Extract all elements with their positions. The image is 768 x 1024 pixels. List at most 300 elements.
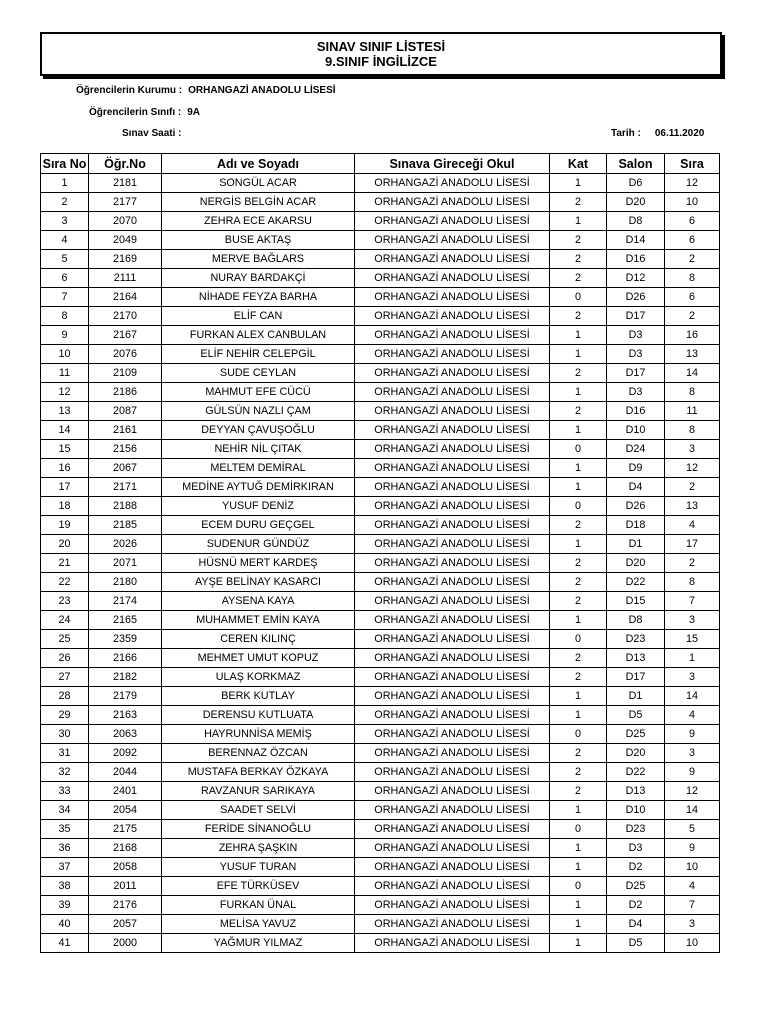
ogr-no-cell: 2176 (89, 896, 162, 915)
name-cell: SAADET SELVİ (162, 801, 355, 820)
room-cell: D3 (607, 326, 665, 345)
room-cell: D22 (607, 573, 665, 592)
ogr-no-cell: 2109 (89, 364, 162, 383)
school-cell: ORHANGAZİ ANADOLU LİSESİ (355, 440, 550, 459)
table-row (41, 611, 720, 630)
name-cell: ZEHRA ECE AKARSU (162, 212, 355, 231)
school-cell: ORHANGAZİ ANADOLU LİSESİ (355, 649, 550, 668)
name-cell: ELİF NEHİR CELEPGİL (162, 345, 355, 364)
floor-cell: 0 (550, 725, 607, 744)
floor-cell: 2 (550, 763, 607, 782)
seat-cell: 11 (665, 402, 720, 421)
room-cell: D13 (607, 782, 665, 801)
table-row (41, 307, 720, 326)
school-cell: ORHANGAZİ ANADOLU LİSESİ (355, 896, 550, 915)
table-row (41, 193, 720, 212)
sira-no-cell: 34 (41, 801, 89, 820)
floor-cell: 1 (550, 858, 607, 877)
name-cell: FURKAN ALEX CANBULAN (162, 326, 355, 345)
table-row (41, 820, 720, 839)
ogr-no-cell: 2044 (89, 763, 162, 782)
sira-no-cell: 41 (41, 934, 89, 953)
seat-cell: 12 (665, 459, 720, 478)
ogr-no-cell: 2161 (89, 421, 162, 440)
seat-cell: 8 (665, 383, 720, 402)
school-cell: ORHANGAZİ ANADOLU LİSESİ (355, 611, 550, 630)
floor-cell: 1 (550, 839, 607, 858)
name-cell: AYŞE BELİNAY KASARCI (162, 573, 355, 592)
seat-cell: 8 (665, 269, 720, 288)
name-cell: NEHİR NİL ÇITAK (162, 440, 355, 459)
floor-cell: 1 (550, 421, 607, 440)
name-cell: NİHADE FEYZA BARHA (162, 288, 355, 307)
name-cell: MERVE BAĞLARS (162, 250, 355, 269)
room-cell: D3 (607, 345, 665, 364)
sira-no-cell: 30 (41, 725, 89, 744)
school-cell: ORHANGAZİ ANADOLU LİSESİ (355, 174, 550, 193)
floor-cell: 2 (550, 573, 607, 592)
floor-cell: 2 (550, 592, 607, 611)
table-row (41, 402, 720, 421)
seat-cell: 8 (665, 573, 720, 592)
sira-no-cell: 9 (41, 326, 89, 345)
floor-cell: 2 (550, 269, 607, 288)
school-cell: ORHANGAZİ ANADOLU LİSESİ (355, 877, 550, 896)
seat-cell: 16 (665, 326, 720, 345)
floor-cell: 1 (550, 915, 607, 934)
school-cell: ORHANGAZİ ANADOLU LİSESİ (355, 269, 550, 288)
sira-no-cell: 7 (41, 288, 89, 307)
room-cell: D20 (607, 744, 665, 763)
table-row (41, 649, 720, 668)
school-cell: ORHANGAZİ ANADOLU LİSESİ (355, 820, 550, 839)
table-header-row (41, 154, 720, 174)
seat-cell: 4 (665, 516, 720, 535)
sira-no-cell: 8 (41, 307, 89, 326)
ogr-no-cell: 2049 (89, 231, 162, 250)
seat-cell: 3 (665, 668, 720, 687)
table-row (41, 174, 720, 193)
name-cell: MUHAMMET EMİN KAYA (162, 611, 355, 630)
sira-no-cell: 21 (41, 554, 89, 573)
name-cell: GÜLSÜN NAZLI ÇAM (162, 402, 355, 421)
institution-line (76, 85, 336, 96)
ogr-no-cell: 2167 (89, 326, 162, 345)
room-cell: D24 (607, 440, 665, 459)
room-cell: D23 (607, 630, 665, 649)
col-header-name: Adı ve Soyadı (162, 154, 355, 174)
name-cell: MAHMUT EFE CÜCÜ (162, 383, 355, 402)
sira-no-cell: 3 (41, 212, 89, 231)
floor-cell: 2 (550, 307, 607, 326)
table-row (41, 535, 720, 554)
floor-cell: 1 (550, 687, 607, 706)
table-row (41, 592, 720, 611)
floor-cell: 0 (550, 630, 607, 649)
school-cell: ORHANGAZİ ANADOLU LİSESİ (355, 763, 550, 782)
table-row (41, 383, 720, 402)
sira-no-cell: 10 (41, 345, 89, 364)
name-cell: MELİSA YAVUZ (162, 915, 355, 934)
floor-cell: 0 (550, 877, 607, 896)
col-header-room: Salon (607, 154, 665, 174)
table-row (41, 839, 720, 858)
room-cell: D23 (607, 820, 665, 839)
sira-no-cell: 36 (41, 839, 89, 858)
school-cell: ORHANGAZİ ANADOLU LİSESİ (355, 782, 550, 801)
date-line (611, 128, 704, 139)
school-cell: ORHANGAZİ ANADOLU LİSESİ (355, 839, 550, 858)
sira-no-cell: 39 (41, 896, 89, 915)
seat-cell: 2 (665, 554, 720, 573)
sira-no-cell: 18 (41, 497, 89, 516)
ogr-no-cell: 2163 (89, 706, 162, 725)
school-cell: ORHANGAZİ ANADOLU LİSESİ (355, 326, 550, 345)
floor-cell: 1 (550, 326, 607, 345)
table-row (41, 630, 720, 649)
room-cell: D25 (607, 725, 665, 744)
seat-cell: 8 (665, 421, 720, 440)
school-cell: ORHANGAZİ ANADOLU LİSESİ (355, 630, 550, 649)
school-cell: ORHANGAZİ ANADOLU LİSESİ (355, 801, 550, 820)
sira-no-cell: 31 (41, 744, 89, 763)
sira-no-cell: 35 (41, 820, 89, 839)
sira-no-cell: 2 (41, 193, 89, 212)
floor-cell: 0 (550, 820, 607, 839)
room-cell: D17 (607, 307, 665, 326)
ogr-no-cell: 2058 (89, 858, 162, 877)
ogr-no-cell: 2168 (89, 839, 162, 858)
sira-no-cell: 6 (41, 269, 89, 288)
ogr-no-cell: 2182 (89, 668, 162, 687)
floor-cell: 0 (550, 440, 607, 459)
room-cell: D3 (607, 839, 665, 858)
seat-cell: 9 (665, 839, 720, 858)
sira-no-cell: 29 (41, 706, 89, 725)
student-table (40, 153, 720, 953)
ogr-no-cell: 2185 (89, 516, 162, 535)
seat-cell: 17 (665, 535, 720, 554)
table-row (41, 934, 720, 953)
floor-cell: 2 (550, 402, 607, 421)
ogr-no-cell: 2171 (89, 478, 162, 497)
sira-no-cell: 11 (41, 364, 89, 383)
school-cell: ORHANGAZİ ANADOLU LİSESİ (355, 459, 550, 478)
room-cell: D9 (607, 459, 665, 478)
table-row (41, 915, 720, 934)
school-cell: ORHANGAZİ ANADOLU LİSESİ (355, 193, 550, 212)
col-header-ogr-no: Öğr.No (89, 154, 162, 174)
seat-cell: 4 (665, 877, 720, 896)
ogr-no-cell: 2087 (89, 402, 162, 421)
floor-cell: 2 (550, 250, 607, 269)
floor-cell: 1 (550, 896, 607, 915)
class-line (89, 107, 200, 118)
sira-no-cell: 33 (41, 782, 89, 801)
name-cell: HAYRUNNİSA MEMİŞ (162, 725, 355, 744)
name-cell: FURKAN ÜNAL (162, 896, 355, 915)
room-cell: D1 (607, 687, 665, 706)
room-cell: D12 (607, 269, 665, 288)
sira-no-cell: 22 (41, 573, 89, 592)
name-cell: ECEM DURU GEÇGEL (162, 516, 355, 535)
school-cell: ORHANGAZİ ANADOLU LİSESİ (355, 915, 550, 934)
floor-cell: 1 (550, 611, 607, 630)
school-cell: ORHANGAZİ ANADOLU LİSESİ (355, 212, 550, 231)
ogr-no-cell: 2177 (89, 193, 162, 212)
name-cell: HÜSNÜ MERT KARDEŞ (162, 554, 355, 573)
ogr-no-cell: 2165 (89, 611, 162, 630)
sira-no-cell: 25 (41, 630, 89, 649)
school-cell: ORHANGAZİ ANADOLU LİSESİ (355, 554, 550, 573)
school-cell: ORHANGAZİ ANADOLU LİSESİ (355, 744, 550, 763)
room-cell: D16 (607, 250, 665, 269)
school-cell: ORHANGAZİ ANADOLU LİSESİ (355, 706, 550, 725)
sira-no-cell: 32 (41, 763, 89, 782)
floor-cell: 1 (550, 212, 607, 231)
school-cell: ORHANGAZİ ANADOLU LİSESİ (355, 288, 550, 307)
date-label: Tarih : (611, 128, 641, 139)
floor-cell: 1 (550, 383, 607, 402)
name-cell: YUSUF DENİZ (162, 497, 355, 516)
ogr-no-cell: 2179 (89, 687, 162, 706)
table-row (41, 877, 720, 896)
col-header-seat: Sıra (665, 154, 720, 174)
school-cell: ORHANGAZİ ANADOLU LİSESİ (355, 478, 550, 497)
room-cell: D20 (607, 554, 665, 573)
sira-no-cell: 15 (41, 440, 89, 459)
seat-cell: 7 (665, 592, 720, 611)
room-cell: D4 (607, 478, 665, 497)
ogr-no-cell: 2186 (89, 383, 162, 402)
ogr-no-cell: 2174 (89, 592, 162, 611)
name-cell: RAVZANUR SARIKAYA (162, 782, 355, 801)
table-row (41, 497, 720, 516)
seat-cell: 14 (665, 687, 720, 706)
room-cell: D5 (607, 934, 665, 953)
floor-cell: 2 (550, 649, 607, 668)
table-row (41, 345, 720, 364)
room-cell: D20 (607, 193, 665, 212)
name-cell: BERK KUTLAY (162, 687, 355, 706)
school-cell: ORHANGAZİ ANADOLU LİSESİ (355, 402, 550, 421)
room-cell: D4 (607, 915, 665, 934)
school-cell: ORHANGAZİ ANADOLU LİSESİ (355, 307, 550, 326)
floor-cell: 0 (550, 288, 607, 307)
school-cell: ORHANGAZİ ANADOLU LİSESİ (355, 535, 550, 554)
table-row (41, 763, 720, 782)
seat-cell: 9 (665, 763, 720, 782)
table-row (41, 212, 720, 231)
floor-cell: 0 (550, 497, 607, 516)
seat-cell: 10 (665, 193, 720, 212)
floor-cell: 1 (550, 934, 607, 953)
seat-cell: 3 (665, 915, 720, 934)
seat-cell: 3 (665, 611, 720, 630)
floor-cell: 2 (550, 516, 607, 535)
seat-cell: 3 (665, 440, 720, 459)
school-cell: ORHANGAZİ ANADOLU LİSESİ (355, 668, 550, 687)
name-cell: SONGÜL ACAR (162, 174, 355, 193)
table-row (41, 516, 720, 535)
room-cell: D2 (607, 858, 665, 877)
name-cell: MEHMET UMUT KOPUZ (162, 649, 355, 668)
room-cell: D13 (607, 649, 665, 668)
sira-no-cell: 12 (41, 383, 89, 402)
ogr-no-cell: 2070 (89, 212, 162, 231)
name-cell: AYSENA KAYA (162, 592, 355, 611)
seat-cell: 4 (665, 706, 720, 725)
school-cell: ORHANGAZİ ANADOLU LİSESİ (355, 231, 550, 250)
ogr-no-cell: 2067 (89, 459, 162, 478)
school-cell: ORHANGAZİ ANADOLU LİSESİ (355, 573, 550, 592)
exam-time-label: Sınav Saati : (122, 128, 182, 139)
sira-no-cell: 1 (41, 174, 89, 193)
name-cell: SUDENUR GÜNDÜZ (162, 535, 355, 554)
document-subtitle: 9.SINIF İNGİLİZCE (325, 54, 437, 69)
table-row (41, 326, 720, 345)
sira-no-cell: 4 (41, 231, 89, 250)
floor-cell: 2 (550, 744, 607, 763)
table-row (41, 288, 720, 307)
room-cell: D10 (607, 801, 665, 820)
ogr-no-cell: 2071 (89, 554, 162, 573)
school-cell: ORHANGAZİ ANADOLU LİSESİ (355, 497, 550, 516)
seat-cell: 6 (665, 212, 720, 231)
ogr-no-cell: 2054 (89, 801, 162, 820)
ogr-no-cell: 2111 (89, 269, 162, 288)
sira-no-cell: 38 (41, 877, 89, 896)
seat-cell: 2 (665, 478, 720, 497)
ogr-no-cell: 2076 (89, 345, 162, 364)
room-cell: D16 (607, 402, 665, 421)
ogr-no-cell: 2092 (89, 744, 162, 763)
room-cell: D26 (607, 288, 665, 307)
school-cell: ORHANGAZİ ANADOLU LİSESİ (355, 858, 550, 877)
table-row (41, 782, 720, 801)
school-cell: ORHANGAZİ ANADOLU LİSESİ (355, 725, 550, 744)
school-cell: ORHANGAZİ ANADOLU LİSESİ (355, 364, 550, 383)
name-cell: BERENNAZ ÖZCAN (162, 744, 355, 763)
floor-cell: 2 (550, 782, 607, 801)
sira-no-cell: 20 (41, 535, 89, 554)
table-row (41, 744, 720, 763)
ogr-no-cell: 2175 (89, 820, 162, 839)
table-row (41, 364, 720, 383)
seat-cell: 5 (665, 820, 720, 839)
table-row (41, 725, 720, 744)
name-cell: CEREN KILINÇ (162, 630, 355, 649)
sira-no-cell: 5 (41, 250, 89, 269)
school-cell: ORHANGAZİ ANADOLU LİSESİ (355, 345, 550, 364)
room-cell: D25 (607, 877, 665, 896)
sira-no-cell: 14 (41, 421, 89, 440)
date-value: 06.11.2020 (654, 128, 705, 139)
table-row (41, 706, 720, 725)
table-row (41, 231, 720, 250)
floor-cell: 2 (550, 193, 607, 212)
name-cell: ULAŞ KORKMAZ (162, 668, 355, 687)
seat-cell: 6 (665, 231, 720, 250)
sira-no-cell: 19 (41, 516, 89, 535)
seat-cell: 10 (665, 858, 720, 877)
room-cell: D10 (607, 421, 665, 440)
seat-cell: 14 (665, 801, 720, 820)
school-cell: ORHANGAZİ ANADOLU LİSESİ (355, 687, 550, 706)
institution-value: ORHANGAZİ ANADOLU LİSESİ (188, 85, 336, 96)
seat-cell: 13 (665, 497, 720, 516)
room-cell: D17 (607, 668, 665, 687)
room-cell: D1 (607, 535, 665, 554)
table-row (41, 250, 720, 269)
name-cell: YAĞMUR YILMAZ (162, 934, 355, 953)
name-cell: NERGİS BELGİN ACAR (162, 193, 355, 212)
col-header-school: Sınava Gireceği Okul (355, 154, 550, 174)
room-cell: D15 (607, 592, 665, 611)
seat-cell: 12 (665, 174, 720, 193)
seat-cell: 2 (665, 307, 720, 326)
floor-cell: 1 (550, 706, 607, 725)
sira-no-cell: 27 (41, 668, 89, 687)
floor-cell: 1 (550, 345, 607, 364)
seat-cell: 12 (665, 782, 720, 801)
seat-cell: 13 (665, 345, 720, 364)
ogr-no-cell: 2011 (89, 877, 162, 896)
room-cell: D14 (607, 231, 665, 250)
seat-cell: 14 (665, 364, 720, 383)
seat-cell: 6 (665, 288, 720, 307)
ogr-no-cell: 2166 (89, 649, 162, 668)
room-cell: D8 (607, 611, 665, 630)
sira-no-cell: 26 (41, 649, 89, 668)
school-cell: ORHANGAZİ ANADOLU LİSESİ (355, 592, 550, 611)
table-row (41, 478, 720, 497)
floor-cell: 1 (550, 459, 607, 478)
table-row (41, 573, 720, 592)
room-cell: D3 (607, 383, 665, 402)
sira-no-cell: 24 (41, 611, 89, 630)
seat-cell: 3 (665, 744, 720, 763)
table-row (41, 421, 720, 440)
seat-cell: 9 (665, 725, 720, 744)
seat-cell: 7 (665, 896, 720, 915)
document-title: SINAV SINIF LİSTESİ (316, 39, 446, 54)
ogr-no-cell: 2181 (89, 174, 162, 193)
name-cell: EFE TÜRKÜSEV (162, 877, 355, 896)
room-cell: D17 (607, 364, 665, 383)
seat-cell: 1 (665, 649, 720, 668)
sira-no-cell: 13 (41, 402, 89, 421)
floor-cell: 1 (550, 535, 607, 554)
name-cell: NURAY BARDAKÇİ (162, 269, 355, 288)
sira-no-cell: 23 (41, 592, 89, 611)
school-cell: ORHANGAZİ ANADOLU LİSESİ (355, 250, 550, 269)
ogr-no-cell: 2057 (89, 915, 162, 934)
ogr-no-cell: 2164 (89, 288, 162, 307)
name-cell: BUSE AKTAŞ (162, 231, 355, 250)
table-row (41, 440, 720, 459)
seat-cell: 10 (665, 934, 720, 953)
col-header-floor: Kat (550, 154, 607, 174)
title-box (40, 32, 722, 76)
floor-cell: 2 (550, 668, 607, 687)
school-cell: ORHANGAZİ ANADOLU LİSESİ (355, 516, 550, 535)
class-value: 9A (187, 107, 201, 118)
sira-no-cell: 17 (41, 478, 89, 497)
sira-no-cell: 16 (41, 459, 89, 478)
floor-cell: 2 (550, 364, 607, 383)
table-row (41, 896, 720, 915)
